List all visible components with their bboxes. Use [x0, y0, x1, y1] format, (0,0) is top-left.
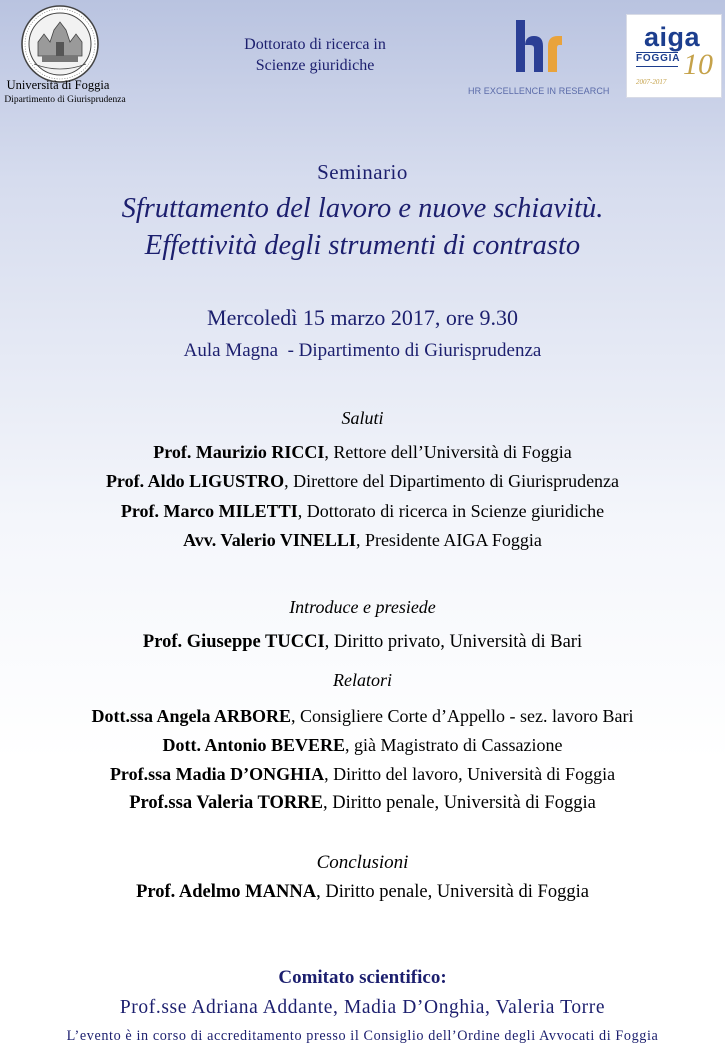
speaker-role: , Dottorato di ricerca in Scienze giuridiche [297, 501, 605, 521]
speaker-name: Prof. Giuseppe TUCCI [142, 632, 325, 652]
speaker-row [0, 501, 725, 522]
aiga-wordmark: aiga [643, 22, 701, 52]
speaker-role: , già Magistrato di Cassazione [345, 735, 563, 755]
speaker-role: , Diritto penale, Università di Foggia [316, 882, 589, 902]
event-title-line2: Effettività degli strumenti di contrasto [144, 230, 581, 261]
speaker-name: Prof. Adelmo MANNA [136, 882, 317, 902]
speaker-name: Prof.ssa Valeria TORRE [129, 793, 323, 813]
aiga-anniversary-number: 10 [683, 48, 713, 81]
speaker-row [0, 530, 725, 551]
doctorate-title-line2: Scienze giuridiche [255, 57, 375, 74]
aiga-years: 2007-2017 [636, 78, 667, 86]
section-heading-saluti: Saluti [341, 408, 384, 428]
university-name: Università di Foggia [6, 78, 110, 92]
aiga-foggia-logo [626, 14, 722, 98]
speaker-role: , Presidente AIGA Foggia [355, 530, 542, 550]
event-date-time: Mercoledì 15 marzo 2017, ore 9.30 [207, 305, 518, 330]
speaker-name: Prof.ssa Madia D’ONGHIA [109, 764, 325, 784]
speaker-name: Avv. Valerio VINELLI [183, 530, 356, 550]
speaker-row [0, 632, 725, 653]
speaker-role: , Diritto privato, Università di Bari [324, 632, 583, 652]
university-seal-logo [20, 4, 100, 84]
hr-excellence-logo [510, 16, 566, 76]
speaker-role: , Rettore dell’Università di Foggia [324, 442, 572, 462]
section-heading-conclusioni: Conclusioni [316, 852, 409, 873]
speaker-name: Prof. Marco MILETTI [120, 501, 298, 521]
speaker-row [0, 735, 725, 756]
scientific-committee-members: Prof.sse Adriana Addante, Madia D’Onghia, Valeria Torre [119, 997, 606, 1018]
speaker-row [0, 706, 725, 727]
accreditation-note: L’evento è in corso di accreditamento presso il Consiglio dell’Ordine degli Avvocati di Foggia [66, 1028, 659, 1044]
speaker-name: Prof. Maurizio RICCI [153, 442, 325, 462]
section-heading-relatori: Relatori [333, 670, 392, 690]
section-heading-introduce: Introduce e presiede [289, 597, 436, 617]
scientific-committee-heading: Comitato scientifico: [278, 967, 447, 988]
speaker-name: Prof. Aldo LIGUSTRO [105, 471, 285, 491]
speaker-row [0, 793, 725, 814]
speaker-role: , Diritto penale, Università di Foggia [322, 793, 596, 813]
speaker-role: , Consigliere Corte d’Appello - sez. lavoro Bari [291, 706, 634, 726]
speaker-row [0, 442, 725, 463]
aiga-divider-bottom [636, 66, 678, 67]
doctorate-title-line1: Dottorato di ricerca in [244, 36, 386, 53]
event-title-line1: Sfruttamento del lavoro e nuove schiavitù. [121, 193, 604, 224]
speaker-name: Dott. Antonio BEVERE [162, 735, 346, 755]
hr-excellence-caption: HR EXCELLENCE IN RESEARCH [468, 86, 610, 96]
speaker-name: Dott.ssa Angela ARBORE [91, 706, 292, 726]
speaker-row [0, 471, 725, 492]
speaker-role: , Direttore del Dipartimento di Giurisprudenza [284, 471, 620, 491]
speaker-row [0, 882, 725, 903]
speaker-role: , Diritto del lavoro, Università di Foggia [324, 764, 616, 784]
event-location: Aula Magna - Dipartimento di Giurisprudenza [183, 340, 542, 361]
event-kind: Seminario [317, 160, 408, 184]
aiga-city: FOGGIA [636, 53, 681, 64]
speaker-row [0, 764, 725, 785]
university-department: Dipartimento di Giurisprudenza [4, 95, 126, 105]
